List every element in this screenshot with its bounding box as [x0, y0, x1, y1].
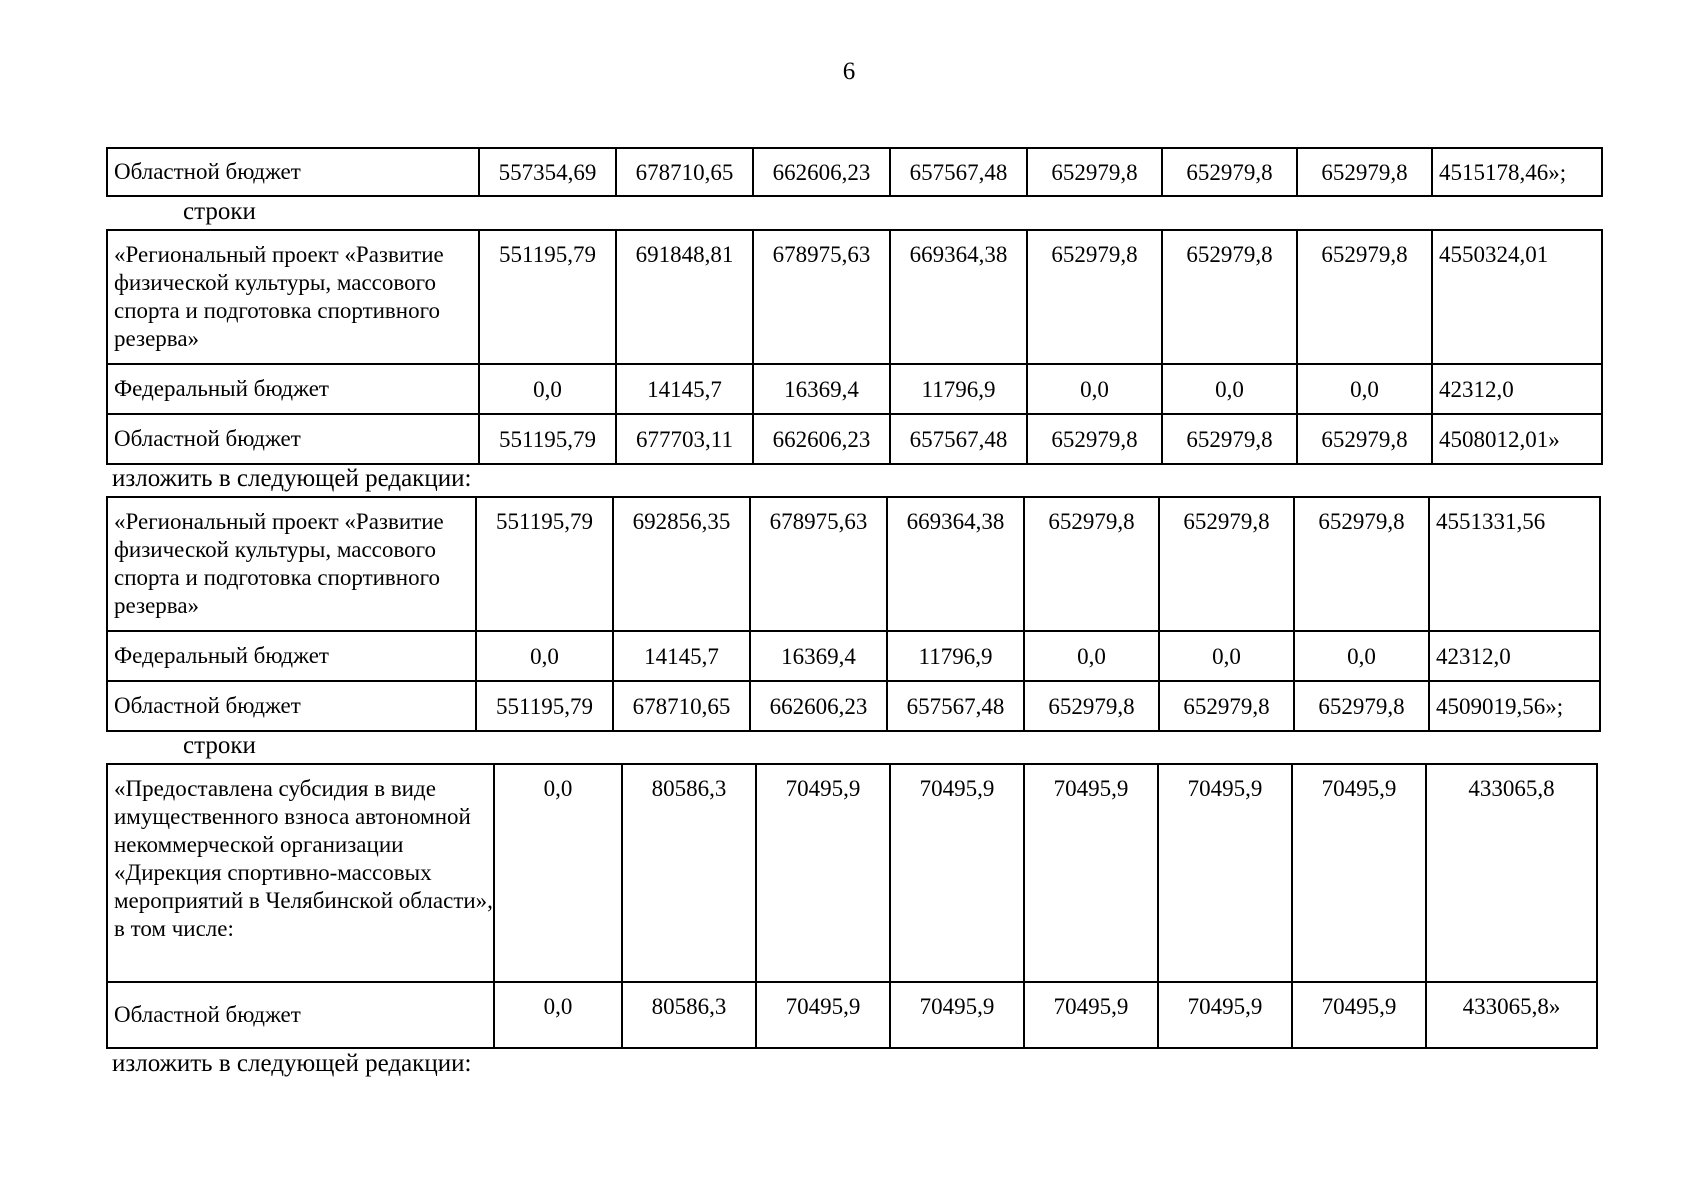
row-label: Федеральный бюджет [107, 631, 476, 681]
value-cell: 551195,79 [476, 681, 613, 731]
value-cell: 692856,35 [613, 497, 750, 631]
value-cell: 551195,79 [479, 230, 616, 364]
table-row [107, 148, 1602, 196]
value-cell: 652979,8 [1294, 497, 1429, 631]
table-4 [106, 763, 1598, 1049]
value-cell: 652979,8 [1159, 681, 1294, 731]
value-cell: 0,0 [1297, 364, 1432, 414]
value-cell: 0,0 [494, 764, 622, 982]
table-2 [106, 229, 1603, 465]
value-cell: 80586,3 [622, 764, 756, 982]
caption-lines: строки [183, 732, 256, 759]
value-cell: 677703,11 [616, 414, 753, 464]
total-cell: 4508012,01» [1432, 414, 1602, 464]
caption-replace: изложить в следующей редакции: [112, 1050, 472, 1077]
value-cell: 652979,8 [1024, 681, 1159, 731]
value-cell: 70495,9 [1158, 764, 1292, 982]
value-cell: 669364,38 [890, 230, 1027, 364]
value-cell: 652979,8 [1027, 230, 1162, 364]
row-label: Областной бюджет [107, 681, 476, 731]
total-cell: 433065,8» [1426, 982, 1597, 1048]
value-cell: 652979,8 [1297, 148, 1432, 196]
value-cell: 678975,63 [750, 497, 887, 631]
table-3 [106, 496, 1601, 732]
value-cell: 14145,7 [616, 364, 753, 414]
row-label: «Предоставлена субсидия в виде имущественного взноса автономной некоммерческой организации «Дирекция спортивно-массовых мероприятий в Челябинской области», в том числе: [107, 764, 494, 982]
value-cell: 0,0 [1159, 631, 1294, 681]
value-cell: 14145,7 [613, 631, 750, 681]
value-cell: 70495,9 [1292, 764, 1426, 982]
total-cell: 42312,0 [1432, 364, 1602, 414]
value-cell: 16369,4 [753, 364, 890, 414]
table-row [107, 414, 1602, 464]
row-label: Федеральный бюджет [107, 364, 479, 414]
value-cell: 70495,9 [1024, 764, 1158, 982]
value-cell: 652979,8 [1027, 414, 1162, 464]
table-row [107, 631, 1600, 681]
total-cell: 4515178,46»; [1432, 148, 1602, 196]
value-cell: 691848,81 [616, 230, 753, 364]
value-cell: 0,0 [1294, 631, 1429, 681]
value-cell: 657567,48 [890, 414, 1027, 464]
total-cell: 433065,8 [1426, 764, 1597, 982]
value-cell: 0,0 [479, 364, 616, 414]
total-cell: 42312,0 [1429, 631, 1600, 681]
value-cell: 0,0 [1024, 631, 1159, 681]
table-row [107, 681, 1600, 731]
row-label: Областной бюджет [107, 982, 494, 1048]
value-cell: 662606,23 [753, 414, 890, 464]
table-row [107, 764, 1597, 982]
value-cell: 0,0 [476, 631, 613, 681]
caption-replace: изложить в следующей редакции: [112, 465, 472, 492]
page-number: 6 [842, 58, 856, 85]
value-cell: 551195,79 [479, 414, 616, 464]
value-cell: 678710,65 [616, 148, 753, 196]
total-cell: 4551331,56 [1429, 497, 1600, 631]
value-cell: 652979,8 [1162, 230, 1297, 364]
table-row [107, 364, 1602, 414]
value-cell: 551195,79 [476, 497, 613, 631]
value-cell: 652979,8 [1162, 148, 1297, 196]
table-row [107, 230, 1602, 364]
row-label: Областной бюджет [107, 414, 479, 464]
value-cell: 652979,8 [1162, 414, 1297, 464]
total-cell: 4509019,56»; [1429, 681, 1600, 731]
value-cell: 70495,9 [1292, 982, 1426, 1048]
value-cell: 657567,48 [890, 148, 1027, 196]
value-cell: 557354,69 [479, 148, 616, 196]
value-cell: 70495,9 [890, 982, 1024, 1048]
value-cell: 652979,8 [1027, 148, 1162, 196]
value-cell: 11796,9 [887, 631, 1024, 681]
value-cell: 669364,38 [887, 497, 1024, 631]
value-cell: 0,0 [1162, 364, 1297, 414]
total-cell: 4550324,01 [1432, 230, 1602, 364]
value-cell: 652979,8 [1024, 497, 1159, 631]
value-cell: 70495,9 [756, 764, 890, 982]
value-cell: 11796,9 [890, 364, 1027, 414]
value-cell: 16369,4 [750, 631, 887, 681]
value-cell: 657567,48 [887, 681, 1024, 731]
value-cell: 0,0 [1027, 364, 1162, 414]
value-cell: 70495,9 [1158, 982, 1292, 1048]
value-cell: 678975,63 [753, 230, 890, 364]
value-cell: 80586,3 [622, 982, 756, 1048]
value-cell: 662606,23 [750, 681, 887, 731]
row-label: «Региональный проект «Развитие физической культуры, массового спорта и подготовка спортивного резерва» [107, 230, 479, 364]
table-1 [106, 147, 1603, 197]
value-cell: 678710,65 [613, 681, 750, 731]
value-cell: 70495,9 [890, 764, 1024, 982]
caption-lines: строки [183, 198, 256, 225]
row-label: «Региональный проект «Развитие физической культуры, массового спорта и подготовка спортивного резерва» [107, 497, 476, 631]
value-cell: 652979,8 [1159, 497, 1294, 631]
value-cell: 652979,8 [1297, 230, 1432, 364]
table-row [107, 497, 1600, 631]
table-row [107, 982, 1597, 1048]
value-cell: 662606,23 [753, 148, 890, 196]
value-cell: 652979,8 [1294, 681, 1429, 731]
value-cell: 0,0 [494, 982, 622, 1048]
row-label: Областной бюджет [107, 148, 479, 196]
value-cell: 652979,8 [1297, 414, 1432, 464]
value-cell: 70495,9 [756, 982, 890, 1048]
value-cell: 70495,9 [1024, 982, 1158, 1048]
